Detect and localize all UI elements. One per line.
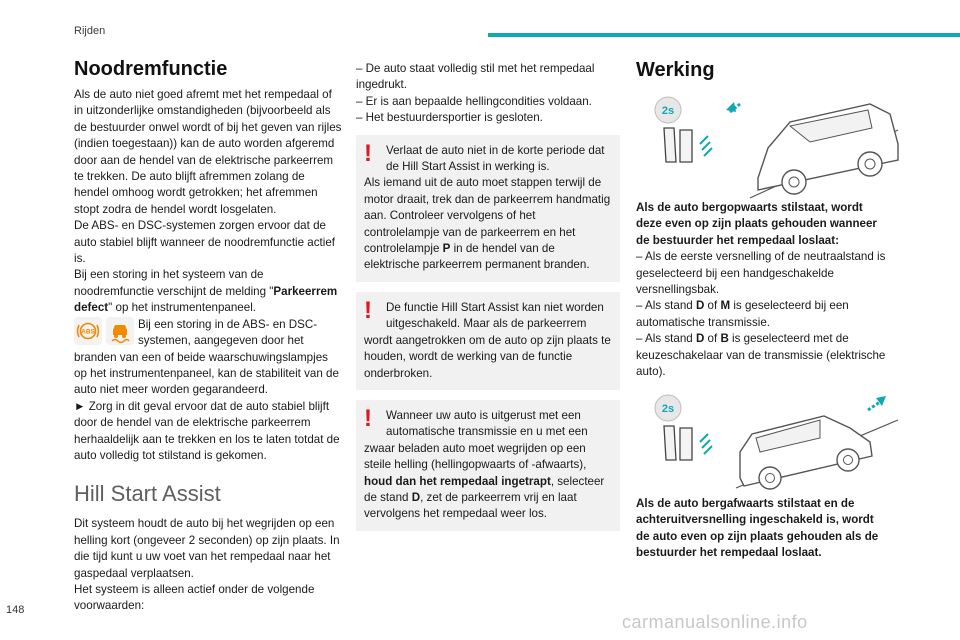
warning-text: Verlaat de auto niet in de korte periode dat de Hill Start Assist in werking is.	[386, 143, 605, 174]
text: zwaar beladen auto moet wegrijden op een steile helling (hellingopwaarts of -afwaarts),	[364, 441, 587, 472]
page-number: 148	[6, 604, 25, 616]
figure-caption: Als de auto bergafwaarts stilstaat en de achteruitversnelling ingeschakeld is, wordt de auto even op zijn plaats gehouden als de bestuurder het rempedaal loslaat.	[636, 497, 879, 560]
warning-text: Wanneer uw auto is uitgerust met een automatische transmissie en u met een	[386, 408, 588, 439]
paragraph: Het systeem is alleen actief onder de volgende voorwaarden:	[74, 582, 315, 613]
accent-bar	[488, 33, 960, 37]
abs-warning-icon	[74, 317, 102, 345]
text: , zet de parkeerrem vrij en laat vervolgens het rempedaal weer los.	[364, 490, 577, 521]
message-text: Parkeerrem defect	[74, 284, 338, 315]
warning-text: wordt aangetrokken om de auto op zijn plaats te houden, wordt de werking van de functie onderbroken.	[364, 333, 611, 380]
text: – Als stand	[636, 299, 696, 313]
paragraph: Bij een storing in de ABS- en DSC-systemen, aangegeven door het	[138, 317, 318, 348]
list-item: – Als de eerste versnelling of de neutraalstand is geselecteerd bij een handgeschakelde versnellingsbak.	[636, 250, 886, 297]
text: " op het instrumentenpaneel.	[108, 301, 257, 315]
timer-badge: 2s	[661, 105, 675, 117]
column-emergency-braking	[74, 57, 342, 615]
paragraph: Als de auto niet goed afremt met het rempedaal of in uitzonderlijke omstandigheden (bijvoorbeeld als de bestuurder onwel wordt of bij het geven van rijles (indien toegestaan)) kan de auto worden afgeremd door aan de hendel van de elektrische parkeerrem te trekken. De auto blijft afremmen zolang de hendel omhoog wordt getrokken; het afremmen stopt zodra de hendel wordt losgelaten.	[74, 88, 342, 216]
text: of	[704, 299, 721, 313]
text: Als iemand uit de auto moet stappen terwijl de motor draait, trek dan de parkeerrem handmatig aan. Controleer vervolgens of het controlelampje van de parkeerrem en het controlelampje	[364, 176, 611, 256]
column-werking	[636, 200, 888, 380]
section-title-werking: Werking	[636, 59, 715, 81]
text: P	[442, 242, 451, 256]
svg-text:ABS: ABS	[81, 328, 95, 336]
column-conditions	[356, 61, 620, 531]
text: is geselecteerd met de keuzeschakelaar van de transmissie (elektrische auto).	[636, 332, 886, 379]
text: Bij een storing in het systeem van de noodremfunctie verschijnt de melding "	[74, 268, 274, 298]
warning-icon: !	[364, 404, 372, 432]
text: B	[720, 332, 729, 346]
text: D	[695, 332, 705, 346]
timer-badge: 2s	[661, 403, 675, 415]
dsc-warning-icon	[106, 317, 134, 345]
condition-item: – Het bestuurdersportier is gesloten.	[356, 111, 543, 125]
warning-box	[356, 400, 620, 531]
figure-caption: Als de auto bergopwaarts stilstaat, wordt deze even op zijn plaats gehouden wanneer de bestuurder het rempedaal loslaat:	[636, 201, 877, 247]
text: , selecteer de stand	[364, 474, 605, 504]
warning-box	[356, 135, 620, 282]
condition-item: – De auto staat volledig stil met het rempedaal ingedrukt.	[356, 62, 595, 92]
text: D	[695, 299, 705, 313]
section-title-noodremfunctie: Noodremfunctie	[74, 58, 228, 80]
instruction: ► Zorg in dit geval ervoor dat de auto stabiel blijft door de hendel van de elektrische parkeerrem herhaaldelijk aan te trekken en los te laten totdat de auto volledig tot stilstand is gekomen.	[74, 399, 340, 462]
paragraph: Dit systeem houdt de auto bij het wegrijden op een helling kort (ongeveer 2 seconden) op zijn plaats. In die tijd kunt u uw voet van het rempedaal naar het gaspedaal verplaatsen.	[74, 517, 340, 580]
text: is geselecteerd bij een automatische transmissie.	[636, 299, 849, 329]
downhill-illustration	[640, 390, 900, 490]
warning-icon: !	[364, 296, 372, 324]
uphill-illustration	[640, 90, 900, 200]
text: houd dan het rempedaal ingetrapt	[364, 474, 551, 488]
list-item	[636, 298, 888, 331]
text: in de hendel van de elektrische parkeerrem permanent branden.	[364, 242, 590, 272]
warning-text	[364, 441, 612, 523]
text: – Als stand	[636, 332, 696, 346]
downhill-caption-block	[636, 496, 888, 562]
text: M	[720, 299, 731, 313]
paragraph	[74, 267, 342, 316]
section-title-hill-start-assist: Hill Start Assist	[74, 481, 221, 507]
running-header: Rijden	[74, 25, 106, 37]
condition-item: – Er is aan bepaalde hellingcondities voldaan.	[356, 94, 592, 108]
text: of	[704, 332, 721, 346]
paragraph: De ABS- en DSC-systemen zorgen ervoor dat de auto stabiel blijft wanneer de noodremfunctie actief is.	[74, 219, 336, 266]
warning-text	[364, 175, 612, 273]
warning-icon: !	[364, 139, 372, 167]
warning-lamps-row	[74, 317, 342, 350]
paragraph: branden van een of beide waarschuwingslampjes op het instrumentenpaneel, kan de stabiliteit van de auto niet meer worden gegarandeerd.	[74, 350, 339, 397]
warning-box	[356, 292, 620, 390]
list-item	[636, 331, 888, 380]
warning-text: De functie Hill Start Assist kan niet worden uitgeschakeld. Maar als de parkeerrem	[386, 300, 604, 331]
text: D	[411, 490, 421, 504]
watermark: carmanualsonline.info	[622, 612, 808, 632]
